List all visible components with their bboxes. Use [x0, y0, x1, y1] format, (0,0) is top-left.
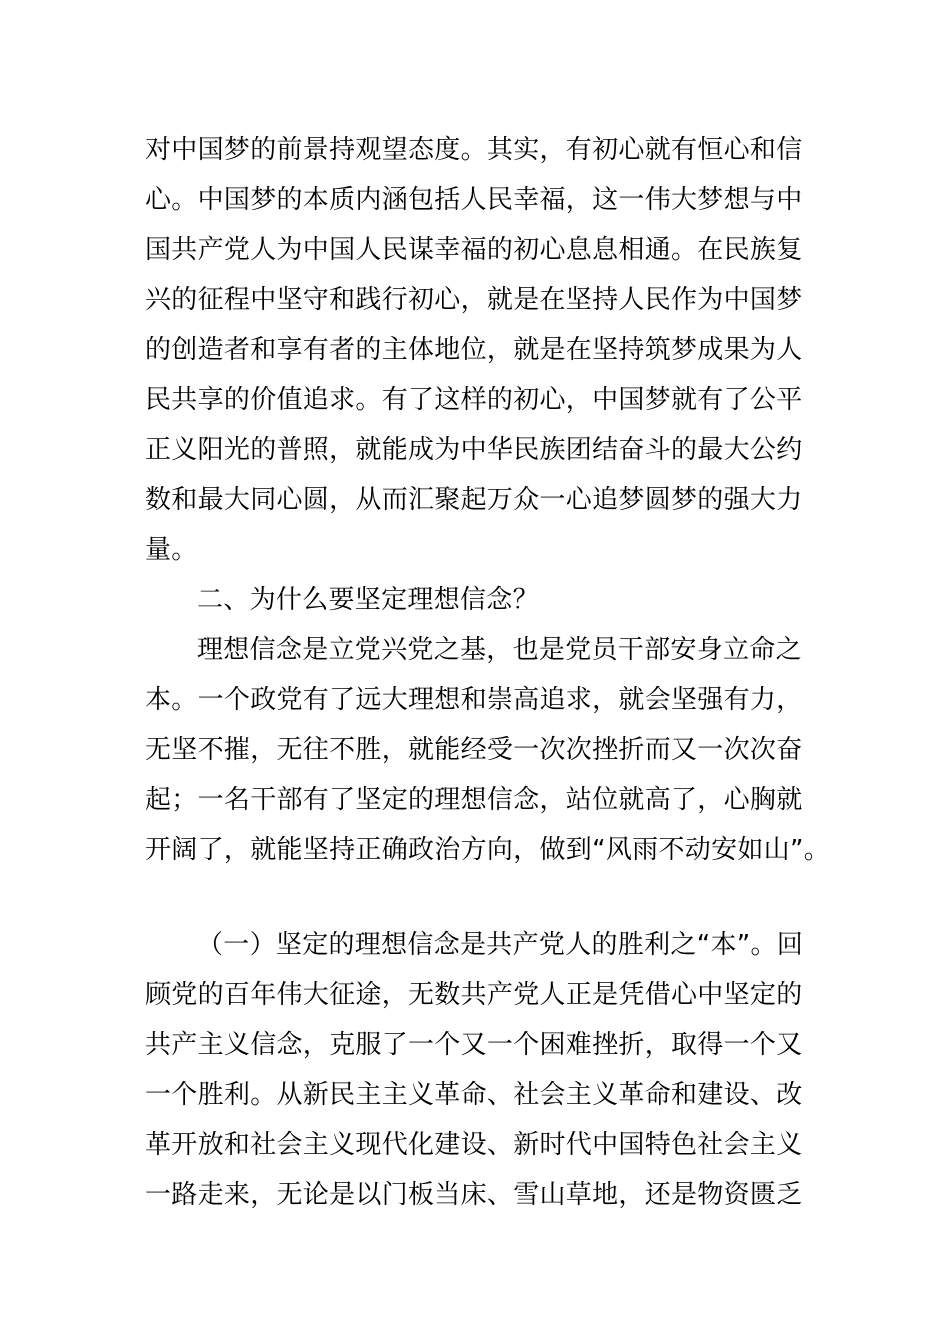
section-heading: 二、为什么要坚定理想信念？ — [197, 585, 539, 615]
paragraph-line: 本。一个政党有了远大理想和崇高追求，就会坚强有力， — [145, 685, 803, 715]
paragraph-line: 起；一名干部有了坚定的理想信念，站位就高了，心胸就 — [145, 785, 803, 815]
paragraph-line: 国共产党人为中国人民谋幸福的初心息息相通。在民族复 — [145, 235, 803, 265]
paragraph-line: 数和最大同心圆，从而汇聚起万众一心追梦圆梦的强大力 — [145, 485, 803, 515]
paragraph-line: 开阔了，就能坚持正确政治方向，做到“风雨不动安如山”。 — [145, 835, 831, 865]
paragraph-line: 对中国梦的前景持观望态度。其实，有初心就有恒心和信 — [145, 135, 803, 165]
subsection-heading-line: （一）坚定的理想信念是共产党人的胜利之“本”。回 — [197, 930, 804, 960]
paragraph-line: 顾党的百年伟大征途，无数共产党人正是凭借心中坚定的 — [145, 980, 803, 1010]
paragraph-line: 共产主义信念，克服了一个又一个困难挫折，取得一个又 — [145, 1030, 803, 1060]
paragraph-line: 量。 — [145, 535, 198, 565]
paragraph-line: 一个胜利。从新民主主义革命、社会主义革命和建设、改 — [145, 1080, 803, 1110]
paragraph-line: 兴的征程中坚守和践行初心，就是在坚持人民作为中国梦 — [145, 285, 803, 315]
paragraph-line: 的创造者和享有者的主体地位，就是在坚持筑梦成果为人 — [145, 335, 803, 365]
paragraph-line: 无坚不摧，无往不胜，就能经受一次次挫折而又一次次奋 — [145, 735, 803, 765]
paragraph-line: 正义阳光的普照，就能成为中华民族团结奋斗的最大公约 — [145, 435, 803, 465]
paragraph-line: 理想信念是立党兴党之基，也是党员干部安身立命之 — [197, 635, 802, 665]
text-block-upper — [145, 125, 831, 875]
paragraph-line: 民共享的价值追求。有了这样的初心，中国梦就有了公平 — [145, 385, 803, 415]
paragraph-line: 心。中国梦的本质内涵包括人民幸福，这一伟大梦想与中 — [145, 185, 803, 215]
paragraph-line: 一路走来，无论是以门板当床、雪山草地，还是物资匮乏 — [145, 1180, 803, 1210]
paragraph-line: 革开放和社会主义现代化建设、新时代中国特色社会主义 — [145, 1130, 803, 1160]
text-block-lower — [145, 920, 815, 1220]
